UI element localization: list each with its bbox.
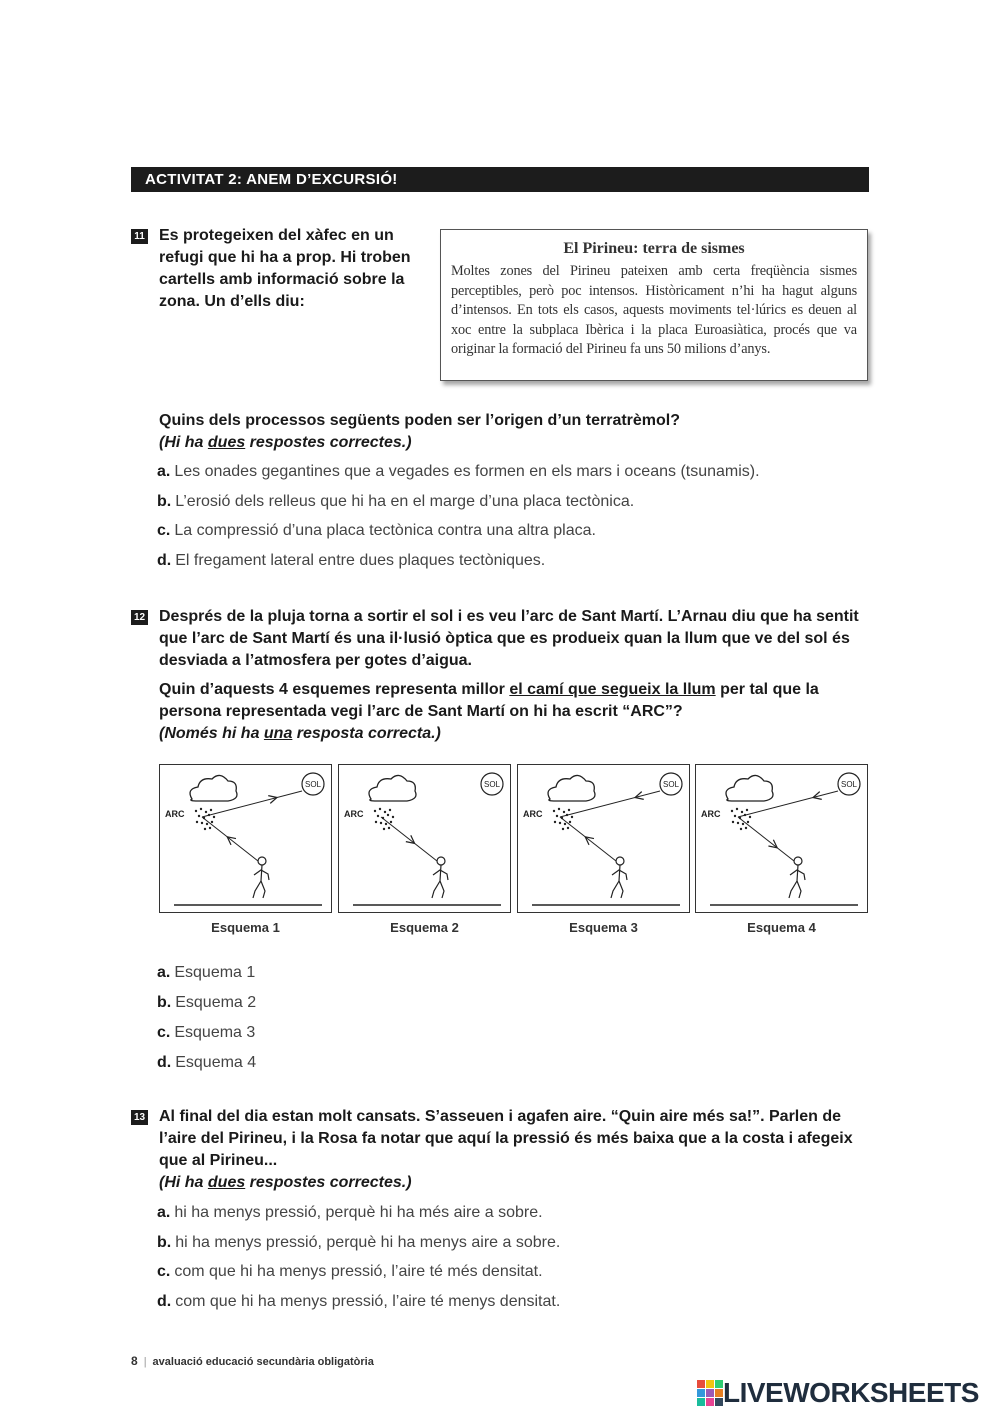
scheme-2-caption: Esquema 2 [390, 920, 459, 935]
liveworksheets-logo[interactable] [697, 1377, 979, 1409]
rain-drop [385, 823, 387, 825]
rain-drop [749, 816, 751, 818]
q12-question: Quin d’aquests 4 esquemes representa millor el camí que segueix la llum per tal que la persona representada vegi l’arc de Sant Martí on hi ha escrit “ARC”? (Només hi ha una resposta correcta.) [159, 681, 819, 742]
person-leg [261, 881, 265, 898]
arc-label: ARC [165, 809, 185, 819]
rain-drop [553, 810, 555, 812]
light-path-line [738, 817, 794, 861]
light-path-line [560, 817, 616, 861]
rain-drop [734, 815, 736, 817]
info-box-title: El Pirineu: terra de sismes [563, 240, 745, 257]
rain-drop [746, 809, 748, 811]
rain-drop [558, 808, 560, 810]
q11-option-c[interactable]: c. La compressió d’una placa tectònica contra una altra placa. [157, 522, 596, 539]
scheme-1-caption: Esquema 1 [211, 920, 280, 935]
rain-drop [211, 821, 213, 823]
light-path-line [202, 817, 258, 861]
q12-option-d[interactable]: d. Esquema 4 [157, 1054, 257, 1071]
rain-drop [206, 823, 208, 825]
q12-intro: Després de la pluja torna a sortir el sol i es veu l’arc de Sant Martí. L’Arnau diu que ha sentit que l’arc de Sant Martí és una il·lusió òptica que es produeix quan la llum que ve del sol és desviada a l’atmosfera per gotes d’aigua. [159, 608, 859, 669]
arc-label: ARC [344, 809, 364, 819]
rain-drop [204, 828, 206, 830]
rain-drop [210, 809, 212, 811]
arc-label: ARC [523, 809, 543, 819]
rain-drop [571, 816, 573, 818]
question-number-13: 13 [131, 1110, 148, 1125]
rain-drop [390, 821, 392, 823]
question-number-11: 11 [131, 229, 148, 244]
scheme-1-diagram [159, 764, 332, 913]
rain-drop [732, 821, 734, 823]
rain-drop [740, 828, 742, 830]
person-head [616, 857, 624, 865]
activity-header: ACTIVITAT 2: ANEM D’EXCURSIÓ! [131, 167, 869, 192]
q11-hint: (Hi ha dues respostes correctes.) [159, 434, 412, 451]
scheme-3-diagram [517, 764, 690, 913]
rain-drop [375, 821, 377, 823]
liveworksheets-icon [697, 1380, 723, 1406]
rain-drop [377, 815, 379, 817]
rain-drop [563, 811, 565, 813]
rain-drop [736, 808, 738, 810]
sun-label: SOL [304, 780, 322, 789]
rain-drop [384, 811, 386, 813]
rain-drop [569, 821, 571, 823]
rain-drop [392, 816, 394, 818]
scheme-3-caption: Esquema 3 [569, 920, 638, 935]
page-footer [131, 1354, 374, 1368]
q12-option-a[interactable]: a. Esquema 1 [157, 964, 256, 981]
info-box [440, 229, 868, 381]
q13-hint: (Hi ha dues respostes correctes.) [159, 1174, 412, 1191]
rain-drop [383, 828, 385, 830]
rain-drop [567, 827, 569, 829]
rain-drop [388, 827, 390, 829]
rain-drop [379, 808, 381, 810]
q13-option-a[interactable]: a. hi ha menys pressió, perquè hi ha més aire a sobre. [157, 1204, 543, 1221]
rain-drop [374, 810, 376, 812]
person-head [794, 857, 802, 865]
sun-label: SOL [662, 780, 680, 789]
rain-drop [198, 815, 200, 817]
q12-option-b[interactable]: b. Esquema 2 [157, 994, 257, 1011]
rain-drop [747, 821, 749, 823]
liveworksheets-wordmark: LIVEWORKSHEETS [723, 1377, 979, 1408]
q11-question [159, 410, 869, 454]
person-leg [619, 881, 623, 898]
sun-label: SOL [840, 780, 858, 789]
q11-question-text: Quins dels processos següents poden ser l’origen d’un terratrèmol? [159, 412, 681, 429]
rain-drop [200, 808, 202, 810]
q11-option-a[interactable]: a. Les onades gegantines que a vegades es formen en els mars i oceans (tsunamis). [157, 463, 760, 480]
rain-drop [731, 810, 733, 812]
q11-intro: Es protegeixen del xàfec en un refugi que hi ha a prop. Hi troben cartells amb informació sobre la zona. Un d’ells diu: [159, 227, 411, 310]
q11-option-d[interactable]: d. El fregament lateral entre dues plaques tectòniques. [157, 552, 546, 569]
rain-drop [195, 810, 197, 812]
cloud-icon [190, 775, 237, 801]
rain-drop [196, 821, 198, 823]
scheme-4-caption: Esquema 4 [747, 920, 816, 935]
q13-option-d[interactable]: d. com que hi ha menys pressió, l’aire té menys densitat. [157, 1293, 561, 1310]
cloud-icon [548, 775, 595, 801]
q12-hint: (Només hi ha una resposta correcta.) [159, 725, 441, 742]
page-number: 8 [131, 1354, 138, 1368]
rain-drop [564, 823, 566, 825]
rain-drop [209, 827, 211, 829]
rain-drop [745, 827, 747, 829]
scheme-4-diagram [695, 764, 868, 913]
rain-drop [387, 814, 389, 816]
cloud-icon [369, 775, 416, 801]
rain-drop [556, 815, 558, 817]
rain-drop [741, 811, 743, 813]
sun-label: SOL [483, 780, 501, 789]
footer-text: avaluació educació secundària obligatòria [152, 1356, 374, 1368]
rain-drop [205, 811, 207, 813]
arc-label: ARC [701, 809, 721, 819]
rain-drop [742, 823, 744, 825]
rain-drop [389, 809, 391, 811]
rain-drop [568, 809, 570, 811]
rain-drop [562, 828, 564, 830]
person-leg [440, 881, 444, 898]
q13-intro: Al final del dia estan molt cansats. S’asseuen i agafen aire. “Quin aire més sa!”. Parlen de l’aire del Pirineu, i la Rosa fa notar que aquí la pressió és més baixa que a la costa i afegeix que al Pirineu... [159, 1108, 853, 1169]
rain-drop [554, 821, 556, 823]
rain-drop [380, 822, 382, 824]
rain-drop [213, 816, 215, 818]
person-head [437, 857, 445, 865]
q13-option-c[interactable]: c. com que hi ha menys pressió, l’aire té més densitat. [157, 1263, 543, 1280]
rain-drop [559, 822, 561, 824]
q11-option-b[interactable]: b. L’erosió dels relleus que hi ha en el marge d’una placa tectònica. [157, 493, 635, 510]
question-number-12: 12 [131, 610, 148, 625]
person-head [258, 857, 266, 865]
person-leg [797, 881, 801, 898]
light-path-line [381, 817, 437, 861]
footer-separator: | [143, 1356, 147, 1368]
rain-drop [737, 822, 739, 824]
q13-option-b[interactable]: b. hi ha menys pressió, perquè hi ha menys aire a sobre. [157, 1234, 561, 1251]
scheme-2-diagram [338, 764, 511, 913]
q12-option-c[interactable]: c. Esquema 3 [157, 1024, 256, 1041]
rain-drop [201, 822, 203, 824]
info-box-text: Moltes zones del Pirineu pateixen amb certa freqüència sismes perceptibles, però poc intensos. Històricament n’hi ha hagut alguns d’intensos. En tots els casos, aquests moviments tel·lúrics es deuen al xoc entre la subplaca Ibèrica i la placa Euroasiàtica, procés que va originar la formació del Pirineu fa uns 50 milions d’anys. [451, 263, 857, 357]
cloud-icon [726, 775, 773, 801]
